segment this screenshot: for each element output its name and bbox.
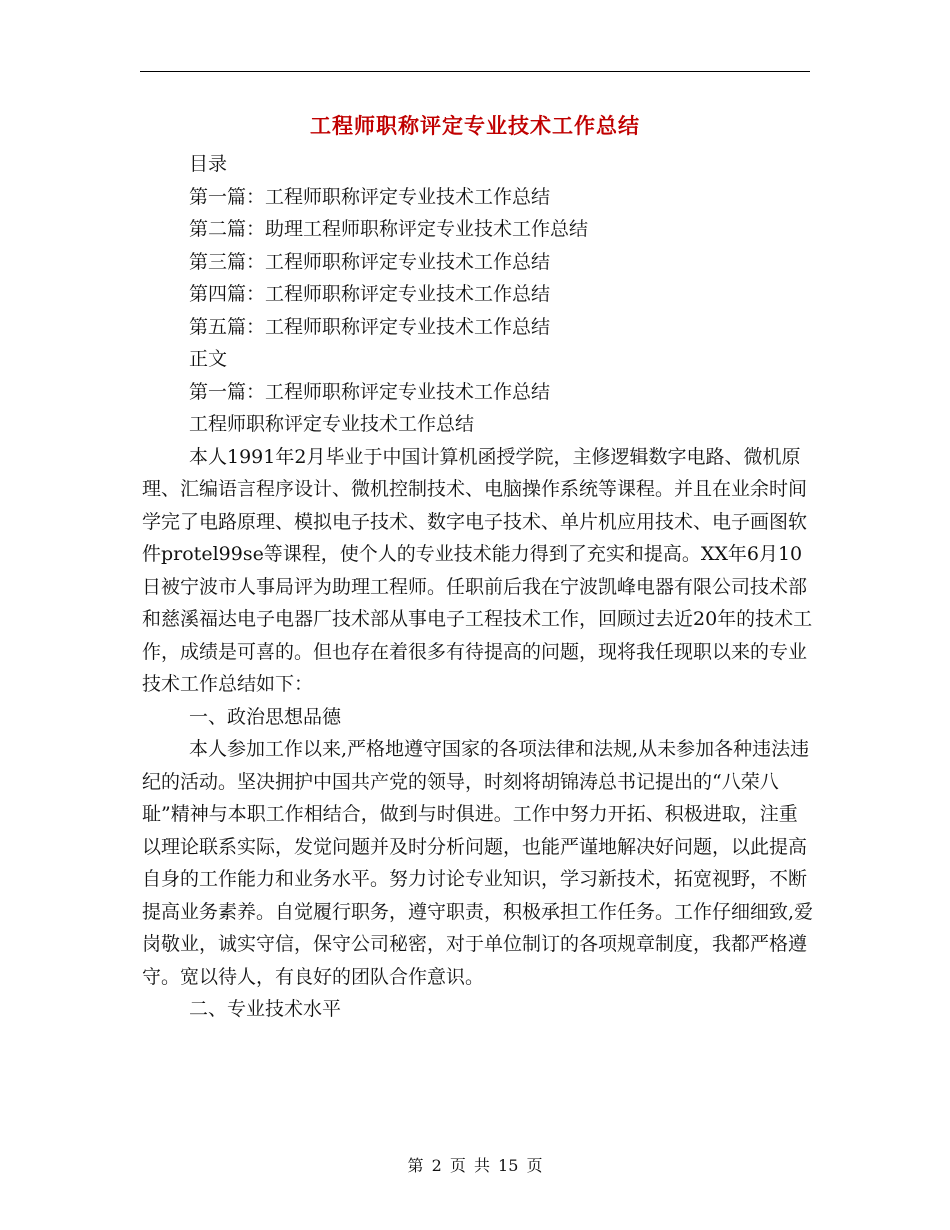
body-heading: 正文 — [189, 348, 228, 370]
toc-heading: 目录 — [189, 153, 228, 175]
document-title: 工程师职称评定专业技术工作总结 — [310, 114, 640, 138]
toc-item: 第四篇：工程师职称评定专业技术工作总结 — [189, 283, 551, 305]
document-body — [142, 148, 814, 1026]
toc-item: 第二篇：助理工程师职称评定专业技术工作总结 — [189, 218, 589, 240]
toc-item: 第三篇：工程师职称评定专业技术工作总结 — [189, 250, 551, 273]
section-heading: 一、政治思想品德 — [189, 705, 342, 728]
page-number: 第 2 页 共 15 页 — [407, 1156, 543, 1175]
section-heading: 二、专业技术水平 — [189, 998, 342, 1020]
toc-item: 第五篇：工程师职称评定专业技术工作总结 — [189, 315, 551, 338]
header-rule — [140, 71, 810, 72]
chapter-title: 第一篇：工程师职称评定专业技术工作总结 — [189, 380, 551, 403]
toc-item: 第一篇：工程师职称评定专业技术工作总结 — [189, 185, 551, 208]
intro-paragraph: 本人1991年2月毕业于中国计算机函授学院，主修逻辑数字电路、微机原理、汇编语言程序设计、微机控制技术、电脑操作系统等课程。并且在业余时间学完了电路原理、模拟电子技术、数字电子技术、单片机应用技术、电子画图软件protel99se等课程，使个人的专业技术能力得到了充实和提高。XX年6月10日被宁波市人事局评为助理工程师。任职前后我在宁波凯峰电器有限公司技术部和慈溪福达电子电器厂技术部从事电子工程技术工作，回顾过去近20年的技术工作，成绩是可喜的。但也存在着很多有待提高的问题，现将我任现职以来的专业技术工作总结如下： — [142, 445, 813, 695]
section-paragraph: 本人参加工作以来,严格地遵守国家的各项法律和法规,从未参加各种违法违纪的活动。坚决拥护中国共产党的领导，时刻将胡锦涛总书记提出的“八荣八耻”精神与本职工作相结合，做到与时俱进。工作中努力开拓、积极进取，注重以理论联系实际，发觉问题并及时分析问题，也能严谨地解决好问题，以此提高自身的工作能力和业务水平。努力讨论专业知识，学习新技术，拓宽视野，不断提高业务素养。自觉履行职务，遵守职责，积极承担工作任务。工作仔细细致,爱岗敬业，诚实守信，保守公司秘密，对于单位制订的各项规章制度，我都严格遵守。宽以待人，有良好的团队合作意识。 — [142, 738, 814, 988]
chapter-subtitle: 工程师职称评定专业技术工作总结 — [189, 413, 475, 435]
